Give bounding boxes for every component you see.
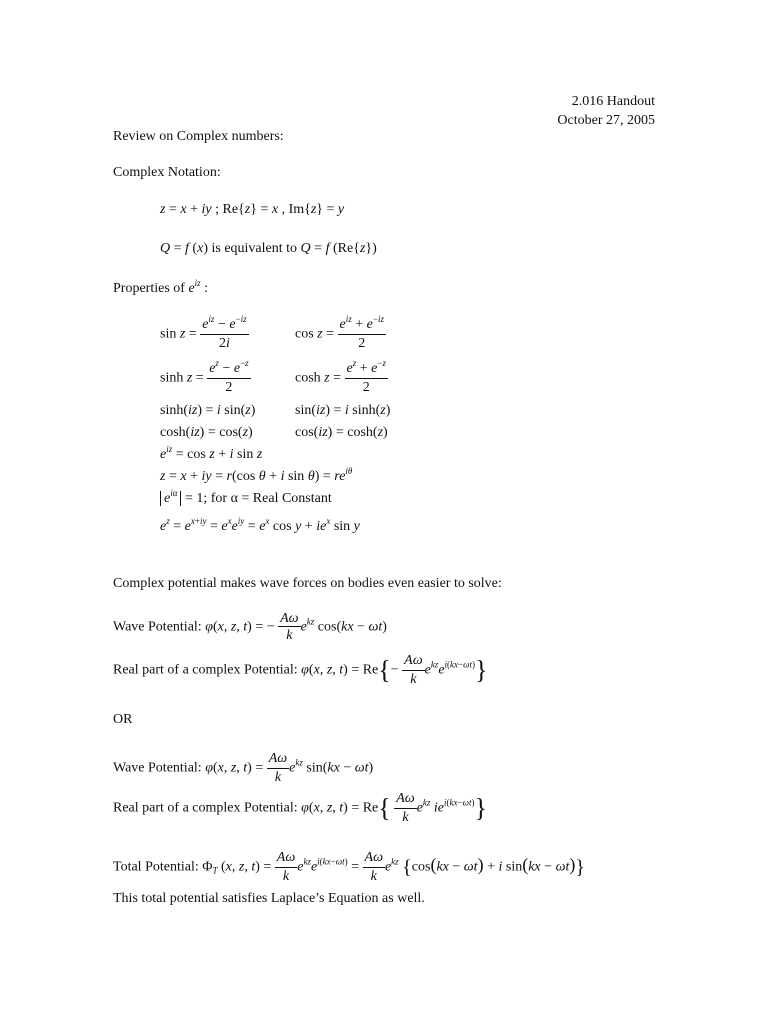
equation-cos: cos z = $\frac{e^{iz} + e^{-iz}}{2}$ (295, 314, 384, 351)
total-potential-label: Total Potential: (113, 859, 199, 875)
review-heading: Review on Complex numbers: (113, 129, 284, 144)
wave-potential-label: Wave Potential: (113, 619, 202, 635)
equation-total-potential: Total Potential: $\Phi_T$ (x, z, t) = $\frac{A\omega}{k}$ $e^{kz}e^{i(kx-\omega t)}$ = $\frac{A\omega}{k}$ $e^{kz}$ {cos(kx − ωt) + i sin(kx − ωt)} (113, 850, 585, 884)
equation-real-part-cos: Real part of a complex Potential: φ(x, z, t) = Re{− $\frac{A\omega}{k}$ $e^{kz}e^{i(kx-\omega t)}$} (113, 653, 488, 687)
equation-sin-iz: sin(iz) = i sinh(z) (295, 403, 391, 418)
properties-label: Properties of (113, 281, 185, 296)
properties-heading: Properties of $e^{iz}$ : (113, 278, 209, 296)
equation-sin: sin z = $\frac{e^{iz} - e^{-iz}}{2i}$ (160, 314, 247, 351)
closing-sentence: This total potential satisfies Laplace’s Equation as well. (113, 891, 425, 906)
equivalence-text: is equivalent to (211, 241, 298, 256)
real-part-label: Real part of a complex Potential: (113, 662, 298, 678)
equation-real-part-sin: Real part of a complex Potential: φ(x, z, t) = Re{ $\frac{A\omega}{k}$ $e^{kz}$ $ie^{i(kx-\omega t)}$} (113, 791, 487, 825)
equation-sinh: sinh z = $\frac{e^z - e^{-z}}{2}$ (160, 358, 249, 395)
equation-wave-potential-cos: Wave Potential: φ(x, z, t) = − $\frac{A\omega}{k}$ $e^{kz}$ cos(kx − ωt) (113, 611, 387, 643)
equation-exponential-expansion: $e^z = e^{x+iy} = e^xe^{iy} = e^x$ $\cos y + ie^x$ sin y (160, 516, 360, 534)
equation-cos-iz: cos(iz) = cosh(z) (295, 425, 388, 440)
real-part-label-2: Real part of a complex Potential: (113, 800, 298, 816)
complex-notation-heading: Complex Notation: (113, 165, 221, 180)
or-separator: OR (113, 712, 133, 727)
equation-polar: z = x + iy = r(cos θ + i $\sin \theta) = re^{i\theta}$ (160, 466, 353, 484)
equation-sinh-iz: sinh(iz) = i sin(z) (160, 403, 256, 418)
equation-wave-potential-sin: Wave Potential: φ(x, z, t) = $\frac{A\omega}{k}$ $e^{kz}$ sin(kx − ωt) (113, 751, 374, 785)
equation-euler: $e^{iz} = \cos z + i$ sin z (160, 444, 263, 462)
equation-equivalence: Q = f (x) is equivalent to Q = f (Re{z}) (160, 241, 377, 256)
handout-date: October 27, 2005 (557, 113, 655, 128)
equation-modulus: $e^{i\alpha} = 1$; for α = Real Constant (160, 492, 332, 506)
equation-cosh-iz: cosh(iz) = cos(z) (160, 425, 253, 440)
handout-number: 2.016 Handout (571, 94, 655, 109)
equation-cosh: cosh z = $\frac{e^z + e^{-z}}{2}$ (295, 358, 386, 395)
modulus-note: ; for α = Real Constant (203, 491, 332, 506)
equation-complex-definition: z = x + iy ; Re{z} = x , Im{z} = y (160, 202, 345, 217)
wave-potential-label-2: Wave Potential: (113, 760, 202, 776)
complex-potential-heading: Complex potential makes wave forces on bodies even easier to solve: (113, 576, 502, 591)
